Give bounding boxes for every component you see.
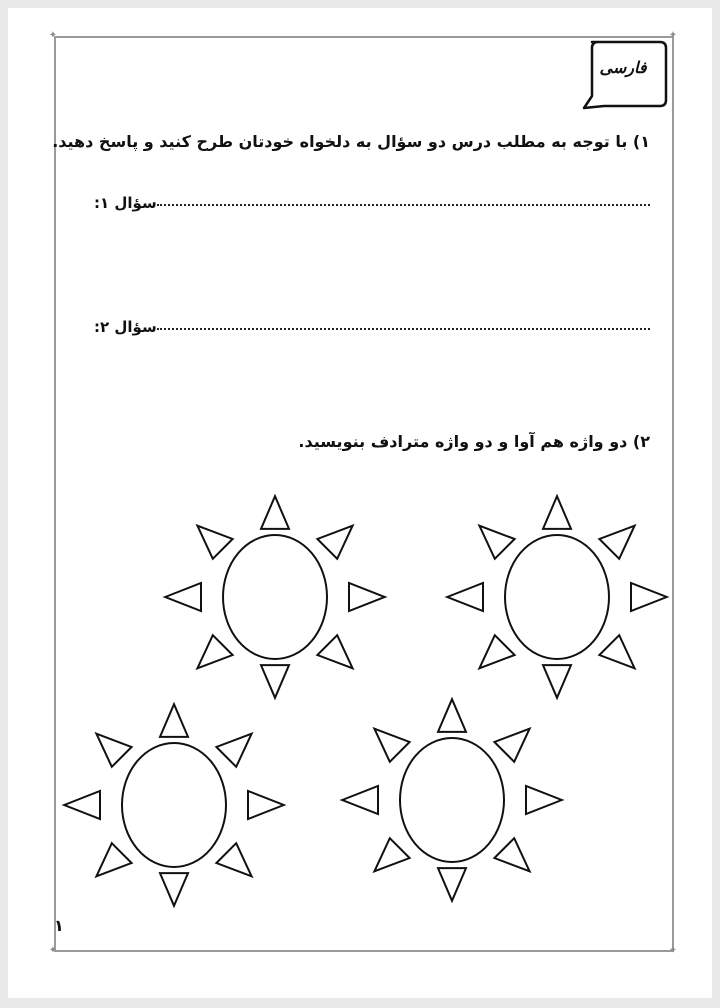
sun-ray (447, 583, 483, 611)
sun-ray (248, 791, 284, 819)
sun-circle (505, 535, 609, 659)
sun-ray (197, 526, 232, 559)
sun-icon (342, 699, 562, 901)
sun-ray (374, 729, 409, 762)
sun-ray (599, 635, 634, 668)
border-corner-ornament: ✦ (48, 30, 58, 41)
sun-ray (160, 704, 188, 737)
sun-ray (261, 496, 289, 529)
sun-ray (479, 635, 514, 668)
sun-ray (479, 526, 514, 559)
subject-badge: فارسی (599, 58, 647, 77)
question-2-text: ۲) دو واژه هم آوا و دو واژه مترادف بنویسید. (298, 432, 650, 451)
sun-ray (317, 635, 352, 668)
sun-ray (631, 583, 667, 611)
sun-ray (216, 734, 251, 767)
sun-ray (96, 843, 131, 876)
sun-icon (165, 496, 385, 698)
border-corner-ornament: ✦ (668, 30, 678, 41)
sun-ray (342, 786, 378, 814)
sun-ray (64, 791, 100, 819)
page-number: ۱ (54, 916, 64, 935)
sun-ray (438, 868, 466, 901)
border-corner-ornament: ✦ (668, 945, 678, 956)
sun-ray (543, 665, 571, 698)
sun-ray (317, 526, 352, 559)
sun-ray (160, 873, 188, 906)
answer-label-1: سؤال ۱: (94, 194, 157, 212)
sun-ray (438, 699, 466, 732)
sun-ray (374, 838, 409, 871)
sun-ray (96, 734, 131, 767)
sun-ray (599, 526, 634, 559)
sun-ray (543, 496, 571, 529)
sun-ray (526, 786, 562, 814)
answer-label-2: سؤال ۲: (94, 318, 157, 336)
question-1-text: ۱) با توجه به مطلب درس دو سؤال به دلخواه خودتان طرح کنید و پاسخ دهید. (52, 132, 650, 151)
sun-circle (223, 535, 327, 659)
sun-ray (494, 838, 529, 871)
border-corner-ornament: ✦ (48, 945, 58, 956)
sun-icon (447, 496, 667, 698)
sun-ray (197, 635, 232, 668)
sun-circle (400, 738, 504, 862)
sun-ray (349, 583, 385, 611)
sun-circle (122, 743, 226, 867)
sun-ray (165, 583, 201, 611)
sun-ray (261, 665, 289, 698)
sun-ray (494, 729, 529, 762)
sun-icon (64, 704, 284, 906)
sun-ray (216, 843, 251, 876)
